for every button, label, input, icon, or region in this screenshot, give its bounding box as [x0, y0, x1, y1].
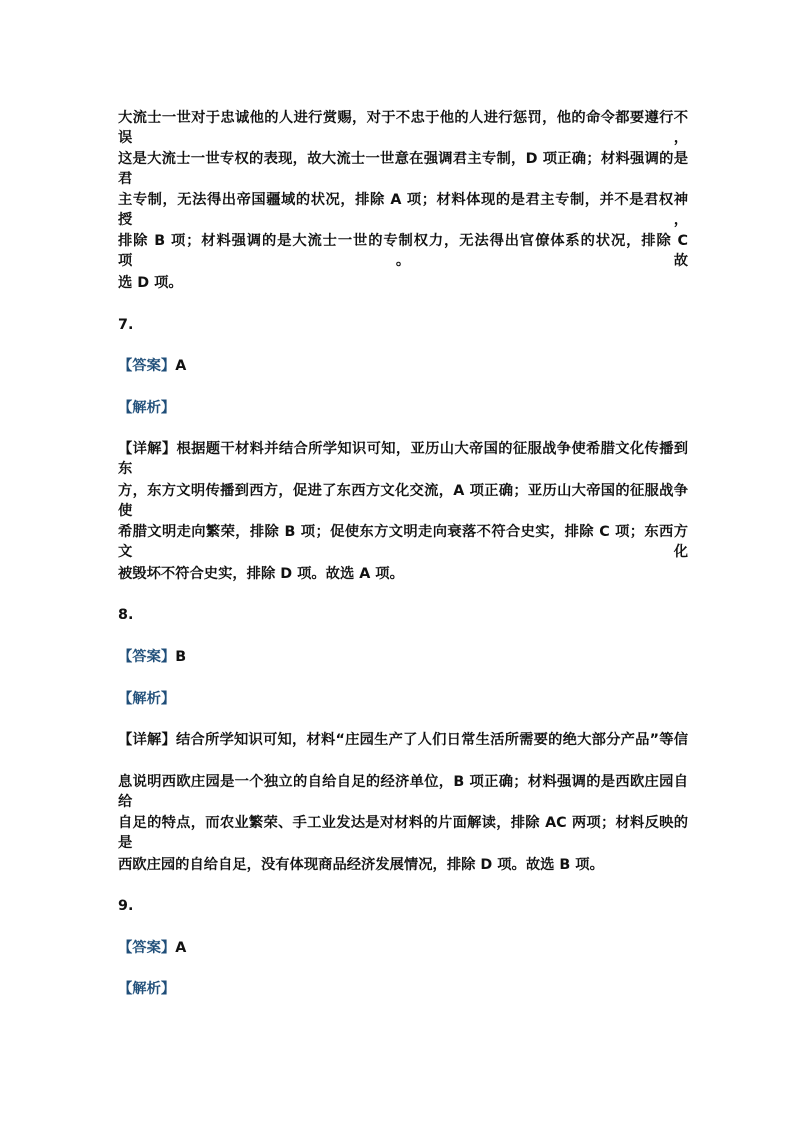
q7-detail-line-4: 被毁坏不符合史实，排除 D 项。故选 A 项。	[118, 566, 404, 582]
q7-detail-line-1: 【详解】根据题干材料并结合所学知识可知，亚历山大帝国的征服战争使希腊文化传播到东	[118, 441, 688, 477]
q8-detail-line-4: 西欧庄园的自给自足，没有体现商品经济发展情况，排除 D 项。故选 B 项。	[118, 857, 604, 873]
q7-answer-value: A	[175, 358, 187, 374]
q6-detail-line-1: 大流士一世对于忠诚他的人进行赏赐，对于不忠于他的人进行惩罚，他的命令都要遵行不误，	[118, 110, 688, 146]
q8-answer-label: 【答案】	[118, 649, 176, 665]
q9-answer-label: 【答案】	[118, 940, 176, 956]
q8-detail-line-1: 【详解】结合所学知识可知，材料“庄园生产了人们日常生活所需要的绝大部分产品”等信	[118, 732, 688, 748]
q8-answer	[118, 647, 688, 667]
q8-answer-value: B	[175, 649, 187, 665]
q9-analysis-label: 【解析】	[118, 981, 176, 997]
q7-analysis-label: 【解析】	[118, 400, 176, 416]
q6-detail-line-3: 主专制，无法得出帝国疆域的状况，排除 A 项；材料体现的是君主专制，并不是君权神授，	[118, 192, 688, 228]
q8-detail-line-3: 自足的特点，而农业繁荣、手工业发达是对材料的片面解读，排除 AC 两项；材料反映的是	[118, 815, 688, 851]
question-number-9: 9.	[118, 898, 134, 914]
q6-detail-line-2: 这是大流士一世专权的表现，故大流士一世意在强调君主专制，D 项正确；材料强调的是君	[118, 151, 688, 187]
q9-answer	[118, 938, 688, 958]
q7-answer	[118, 356, 688, 376]
question-number-8: 8.	[118, 607, 134, 623]
q6-detail-line-5: 选 D 项。	[118, 275, 183, 291]
q8-detail-line-2: 息说明西欧庄园是一个独立的自给自足的经济单位，B 项正确；材料强调的是西欧庄园自给	[118, 774, 688, 810]
q7-answer-label: 【答案】	[118, 358, 176, 374]
q9-answer-value: A	[175, 940, 187, 956]
q8-analysis-label: 【解析】	[118, 691, 176, 707]
q7-detail-line-2: 方，东方文明传播到西方，促进了东西方文化交流，A 项正确；亚历山大帝国的征服战争使	[118, 483, 688, 519]
question-number-7: 7.	[118, 317, 134, 333]
q6-detail-line-4: 排除 B 项；材料强调的是大流士一世的专制权力，无法得出官僚体系的状况，排除 C 项。故	[118, 233, 688, 269]
q7-detail-line-3: 希腊文明走向繁荣，排除 B 项；促使东方文明走向衰落不符合史实，排除 C 项；东西方文化	[118, 524, 688, 560]
